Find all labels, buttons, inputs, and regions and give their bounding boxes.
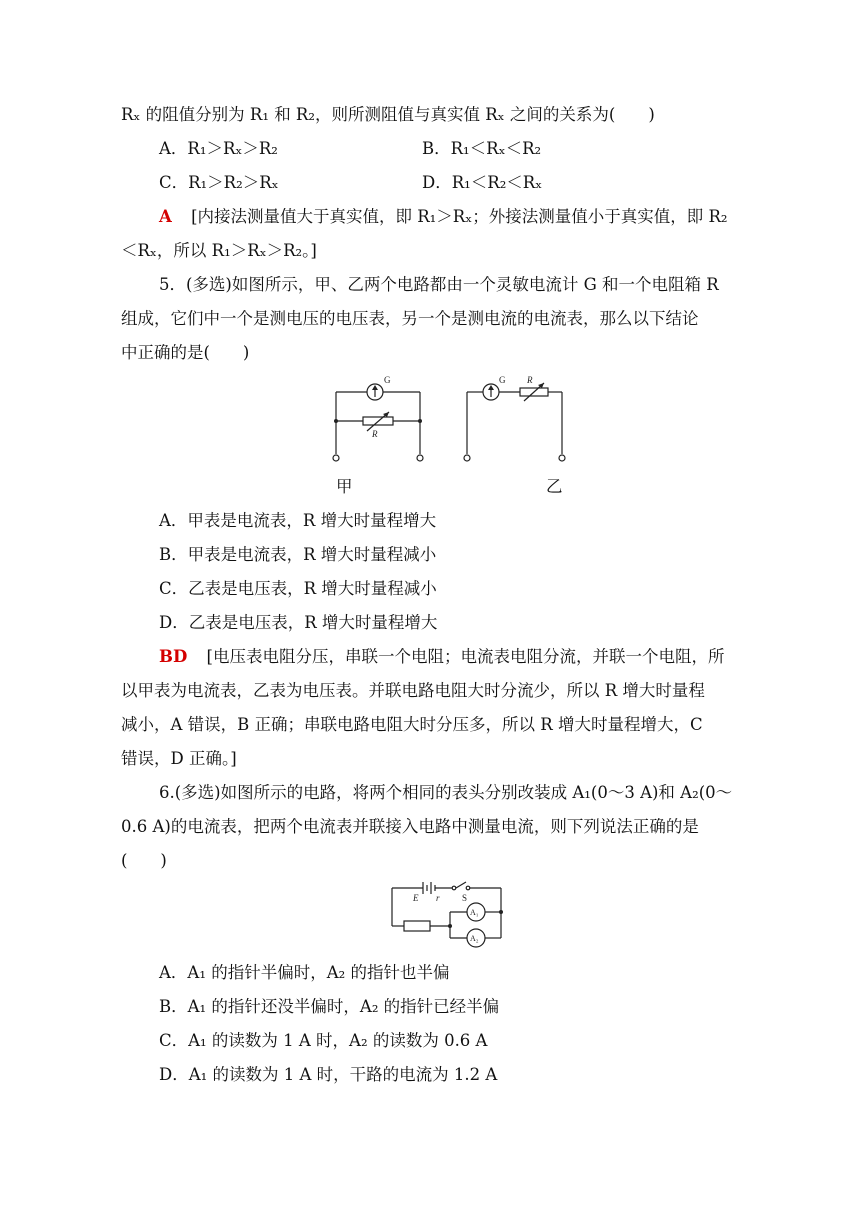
- q6-stem-line-2: 0.6 A)的电流表，把两个电流表并联接入电路中测量电流，则下列说法正确的是: [121, 817, 699, 836]
- q6-option-a: A．A₁ 的指针半偏时，A₂ 的指针也半偏: [159, 963, 450, 982]
- q4-explanation-cont: ＜Rₓ，所以 R₁＞Rₓ＞R₂。]: [121, 241, 317, 260]
- q5-explanation: [电压表电阻分压，串联一个电阻；电流表电阻分流，并联一个电阻，所: [206, 647, 725, 666]
- q5-explanation-cont-1: 以甲表为电流表，乙表为电压表。并联电路电阻大时分流少，所以 R 增大时量程: [121, 681, 705, 700]
- q4-answer-line: [159, 206, 727, 228]
- q4-option-c: C．R₁＞R₂＞Rₓ: [159, 173, 279, 192]
- jia-r-label: R: [372, 429, 378, 439]
- q6-option-b: B．A₁ 的指针还没半偏时，A₂ 的指针已经半偏: [159, 997, 500, 1016]
- caption-yi: 乙: [546, 477, 563, 496]
- q5-option-c: C．乙表是电压表，R 增大时量程减小: [159, 579, 437, 598]
- q4-option-a: A．R₁＞Rₓ＞R₂: [159, 139, 278, 158]
- q5-stem-line-3: 中正确的是( ): [121, 343, 250, 362]
- yi-r-label: R: [527, 375, 533, 385]
- q6-stem-line-1: 6.(多选)如图所示的电路，将两个相同的表头分别改装成 A₁(0～3 A)和 A₂(0～: [159, 783, 733, 802]
- q5-option-d: D．乙表是电压表，R 增大时量程增大: [159, 613, 438, 632]
- q5-stem-line-2: 组成，它们中一个是测电压的电压表，另一个是测电流的电流表，那么以下结论: [121, 309, 699, 328]
- q5-option-b: B．甲表是电流表，R 增大时量程减小: [159, 545, 437, 564]
- q6-option-c: C．A₁ 的读数为 1 A 时，A₂ 的读数为 0.6 A: [159, 1031, 488, 1050]
- q5-explanation-cont-2: 减小，A 错误，B 正确；串联电路电阻大时分压多，所以 R 增大时量程增大，C: [121, 715, 703, 734]
- q6-stem-line-3: ( ): [121, 851, 167, 870]
- q6-r-label: r: [436, 893, 440, 903]
- q5-explanation-cont-3: 错误，D 正确。]: [121, 749, 237, 768]
- q4-option-b: B．R₁＜Rₓ＜R₂: [422, 139, 542, 158]
- q6-e-label: E: [413, 893, 419, 903]
- q4-explanation: [内接法测量值大于真实值，即 R₁＞Rₓ；外接法测量值小于真实值，即 R₂: [191, 207, 728, 226]
- q6-s-label: S: [462, 893, 468, 903]
- q6-a2-label: A₂: [470, 934, 479, 943]
- q5-stem-line-1: 5．(多选)如图所示，甲、乙两个电路都由一个灵敏电流计 G 和一个电阻箱 R: [159, 275, 719, 294]
- q5-option-a: A．甲表是电流表，R 增大时量程增大: [159, 511, 437, 530]
- circuit-diagram-jia: [325, 372, 435, 466]
- q4-answer: A: [159, 207, 172, 226]
- circuit-diagram-q6: [384, 874, 514, 950]
- yi-g-label: G: [499, 375, 506, 385]
- q6-option-d: D．A₁ 的读数为 1 A 时，干路的电流为 1.2 A: [159, 1065, 498, 1084]
- jia-g-label: G: [384, 375, 391, 385]
- circuit-diagram-yi: [455, 372, 575, 466]
- caption-jia: 甲: [336, 477, 353, 496]
- q6-a1-label: A₁: [470, 908, 479, 917]
- q4-option-d: D．R₁＜R₂＜Rₓ: [422, 173, 543, 192]
- q5-answer: BD: [159, 647, 188, 666]
- q5-answer-line: [159, 646, 724, 668]
- q4-stem-continued: Rₓ 的阻值分别为 R₁ 和 R₂，则所测阻值与真实值 Rₓ 之间的关系为( ): [121, 105, 655, 124]
